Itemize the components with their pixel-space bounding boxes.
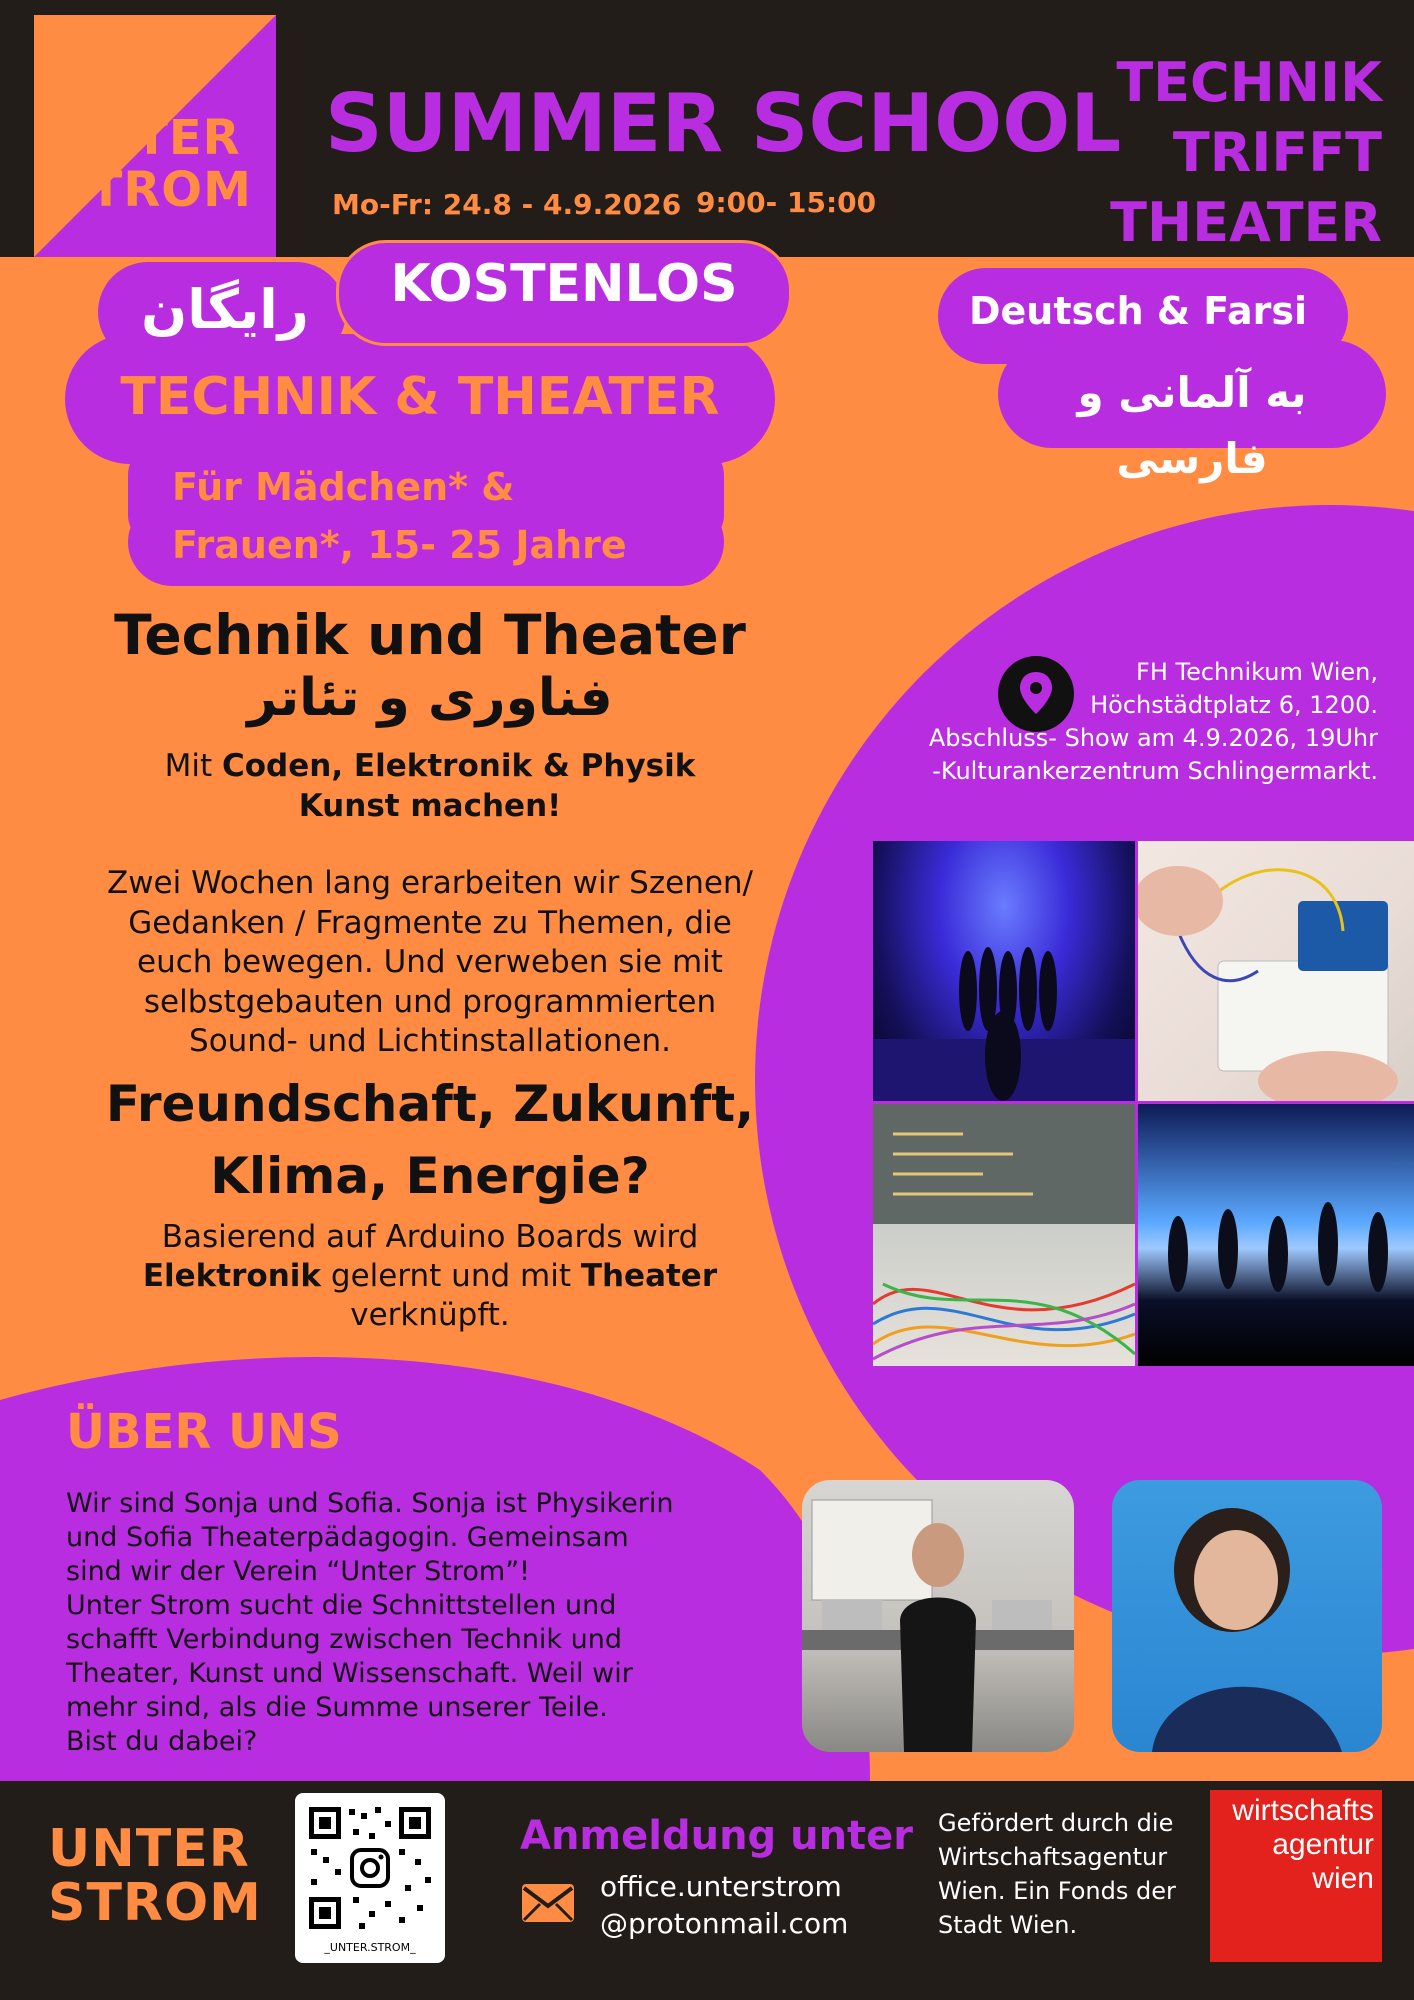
tagline-line-2: TRIFFT [1172, 121, 1382, 184]
arduino-line-1: Basierend auf Arduino Boards wird [161, 1219, 699, 1255]
photo-sonja [802, 1480, 1074, 1752]
photo-cables-code [873, 1104, 1135, 1366]
date-range: Mo-Fr: 24.8 - 4.9.2026 [332, 188, 682, 221]
about-line: schafft Verbindung zwischen Technik und [66, 1624, 623, 1655]
arduino-middle: gelernt und mit [321, 1258, 581, 1294]
audience-line-2: Frauen*, 15- 25 Jahre [172, 523, 627, 567]
main-heading-fa: فناوری و تئاتر [247, 668, 613, 728]
about-line: Wir sind Sonja und Sofia. Sonja ist Physikerin [66, 1488, 674, 1519]
themes-line-2: Klima, Energie? [210, 1147, 650, 1205]
description-line: selbstgebauten und programmierten [143, 983, 717, 1020]
footer-logo-line-1: UNTER [48, 1819, 250, 1879]
sponsor-line-2: agentur [1272, 1828, 1374, 1861]
free-label-de: KOSTENLOS [390, 254, 738, 314]
photo-arduino-breadboard [1138, 841, 1414, 1101]
about-line: Theater, Kunst und Wissenschaft. Weil wir [66, 1658, 633, 1689]
description-line: Gedanken / Fragmente zu Themen, die [128, 904, 732, 941]
subheading [60, 746, 800, 826]
audience-line-1: Für Mädchen* & [172, 465, 515, 509]
about-line: Unter Strom sucht die Schnittstellen und [66, 1590, 617, 1621]
funding-text [938, 1806, 1176, 1942]
lang-label-fa: به آلمانی و فارسی [1077, 368, 1307, 483]
logo-line-1: UNTER [54, 110, 241, 166]
description [60, 864, 800, 1062]
register-title: Anmeldung unter [520, 1813, 914, 1859]
arduino-line-3: verknüpft. [350, 1297, 510, 1333]
tagline [1110, 48, 1382, 258]
themes-line-1: Freundschaft, Zukunft, [105, 1075, 755, 1133]
main-heading-de: Technik und Theater [114, 603, 746, 667]
free-label-fa: رایگان [141, 278, 309, 341]
subheading-prefix: Mit [164, 748, 222, 784]
themes [60, 1068, 800, 1212]
email-address[interactable] [600, 1868, 848, 1942]
email-line-2: @protonmail.com [600, 1907, 849, 1940]
tagline-line-1: TECHNIK [1116, 51, 1382, 114]
sponsor-logo-text [1232, 1794, 1374, 1896]
location-line-4: -Kulturankerzentrum Schlingermarkt. [932, 757, 1378, 785]
subheading-art: Kunst machen! [298, 788, 562, 824]
location-text [929, 656, 1378, 788]
about-line: und Sofia Theaterpädagogin. Gemeinsam [66, 1522, 629, 1553]
page-title: SUMMER SCHOOL [325, 77, 1122, 170]
location-line-1: FH Technikum Wien, [1136, 658, 1378, 686]
sponsor-line-1: wirtschafts [1232, 1794, 1374, 1827]
about-title: ÜBER UNS [66, 1404, 342, 1460]
sponsor-line-3: wien [1312, 1862, 1374, 1895]
qr-code-card[interactable] [295, 1793, 445, 1963]
arduino-theater: Theater [580, 1258, 718, 1294]
about-line: sind wir der Verein “Unter Strom”! [66, 1556, 531, 1587]
footer-logo [48, 1819, 262, 1933]
sponsor-logo [1210, 1790, 1382, 1962]
photo-sofia [1112, 1480, 1382, 1752]
footer-logo-line-2: STROM [48, 1873, 262, 1933]
about-line: mehr sind, als die Summe unserer Teile. [66, 1692, 608, 1723]
description-line: Zwei Wochen lang erarbeiten wir Szenen/ [106, 865, 754, 901]
location-line-3: Abschluss- Show am 4.9.2026, 19Uhr [928, 724, 1378, 752]
about-text [66, 1487, 674, 1759]
funding-line: Gefördert durch die [938, 1809, 1174, 1837]
funding-line: Wirtschaftsagentur [938, 1843, 1168, 1871]
description-line: euch bewegen. Und verweben sie mit [137, 944, 723, 980]
photo-dance-silhouettes [1138, 1104, 1414, 1366]
funding-line: Stadt Wien. [938, 1911, 1078, 1939]
subheading-skills: Coden, Elektronik & Physik [222, 748, 696, 784]
email-line-1: office.unterstrom [600, 1870, 842, 1903]
tagline-line-3: THEATER [1110, 191, 1382, 254]
time-range: 9:00- 15:00 [696, 186, 877, 219]
about-line: Bist du dabei? [66, 1726, 258, 1757]
audience-text [172, 458, 627, 574]
location-line-2: Höchstädtplatz 6, 1200. [1090, 691, 1378, 719]
qr-caption: _UNTER.STROM_ [324, 1941, 416, 1954]
mail-icon [520, 1882, 576, 1924]
topic-label: TECHNIK & THEATER [120, 367, 720, 427]
qr-code-icon [295, 1793, 445, 1943]
description-line: Sound- und Lichtinstallationen. [189, 1023, 671, 1059]
logo-line-2: STROM [54, 162, 252, 218]
funding-line: Wien. Ein Fonds der [938, 1877, 1176, 1905]
photo-stage-performance [873, 841, 1135, 1101]
lang-label-de: Deutsch & Farsi [968, 289, 1308, 333]
arduino-electronics: Elektronik [142, 1258, 322, 1294]
header-logo [34, 15, 276, 257]
arduino-text [60, 1218, 800, 1335]
